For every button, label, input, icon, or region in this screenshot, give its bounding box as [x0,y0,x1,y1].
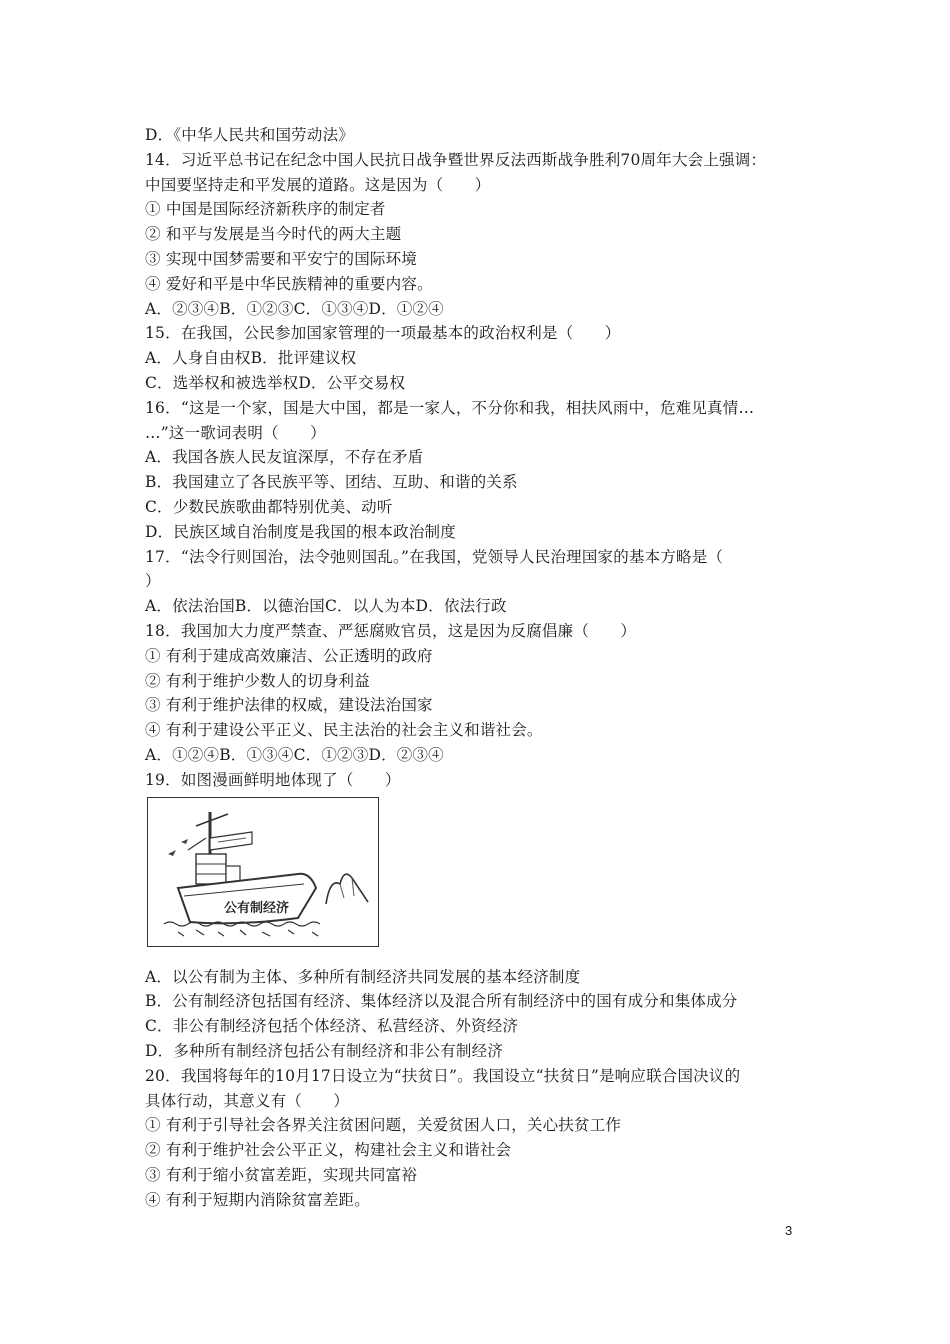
text-line: C．少数民族歌曲都特别优美、动听 [145,497,393,516]
text-line: C．非公有制经济包括个体经济、私营经济、外资经济 [145,1017,519,1036]
text-line: …”这一歌词表明（ ） [145,423,326,442]
text-line: B．公有制经济包括国有经济、集体经济以及混合所有制经济中的国有成分和集体成分 [145,992,738,1011]
text-line: 20．我国将每年的10月17日设立为“扶贫日”。我国设立“扶贫日”是响应联合国决议的 [145,1066,741,1085]
question-content [145,123,810,1212]
text-line: 15．在我国，公民参加国家管理的一项最基本的政治权利是（ ） [145,324,621,343]
ship-label: 公有制经济 [224,900,290,916]
text-line: ） [145,572,161,591]
text-line: D．民族区域自治制度是我国的根本政治制度 [145,522,456,541]
text-line: ② 和平与发展是当今时代的两大主题 [145,225,402,244]
text-line: 中国要坚持走和平发展的道路。这是因为（ ） [145,175,491,194]
text-line: ④ 有利于建设公平正义、民主法治的社会主义和谐社会。 [145,721,543,740]
text-line: ③ 实现中国梦需要和平安宁的国际环境 [145,249,418,268]
text-line: ② 有利于维护社会公平正义，构建社会主义和谐社会 [145,1141,512,1160]
text-line: 19．如图漫画鲜明地体现了（ ） [145,770,401,789]
text-line: 16．“这是一个家，国是大中国，都是一家人，不分你和我，相扶风雨中，危难见真情… [145,398,755,417]
text-line: A．②③④B．①②③C．①③④D．①②④ [145,299,444,318]
text-line: C．选举权和被选举权D．公平交易权 [145,373,406,392]
cartoon-figure [147,797,379,947]
text-line: D．《中华人民共和国劳动法》 [145,126,354,144]
ship-cartoon-illustration [148,798,377,945]
text-line: ① 有利于引导社会各界关注贫困问题，关爱贫困人口，关心扶贫工作 [145,1116,622,1135]
text-line: ④ 爱好和平是中华民族精神的重要内容。 [145,274,433,293]
text-line: ① 中国是国际经济新秩序的制定者 [145,200,386,219]
text-line: A．依法治国B．以德治国C．以人为本D．依法行政 [145,597,507,616]
text-line: B．我国建立了各民族平等、团结、互助、和谐的关系 [145,473,518,492]
text-line: 具体行动，其意义有（ ） [145,1091,350,1110]
page-number: 3 [785,1223,793,1238]
text-line: ③ 有利于缩小贫富差距，实现共同富裕 [145,1165,418,1184]
text-line: A．我国各族人民友谊深厚，不存在矛盾 [145,448,424,467]
text-line: 18．我国加大力度严禁查、严惩腐败官员，这是因为反腐倡廉（ ） [145,621,637,640]
text-line: 17．“法令行则国治，法令弛则国乱。”在我国，党领导人民治理国家的基本方略是（ [145,547,724,566]
text-line: ② 有利于维护少数人的切身利益 [145,671,370,690]
text-line: A．人身自由权B．批评建议权 [145,349,357,368]
text-line: ③ 有利于维护法律的权威，建设法治国家 [145,696,433,715]
text-line: ① 有利于建成高效廉洁、公正透明的政府 [145,646,433,665]
text-line: A．以公有制为主体、多种所有制经济共同发展的基本经济制度 [145,967,581,986]
text-line: D．多种所有制经济包括公有制经济和非公有制经济 [145,1041,504,1060]
text-line: A．①②④B．①③④C．①②③D．②③④ [145,745,444,764]
text-line: 14．习近平总书记在纪念中国人民抗日战争暨世界反法西斯战争胜利70周年大会上强调： [145,150,767,169]
text-line: ④ 有利于短期内消除贫富差距。 [145,1190,370,1209]
